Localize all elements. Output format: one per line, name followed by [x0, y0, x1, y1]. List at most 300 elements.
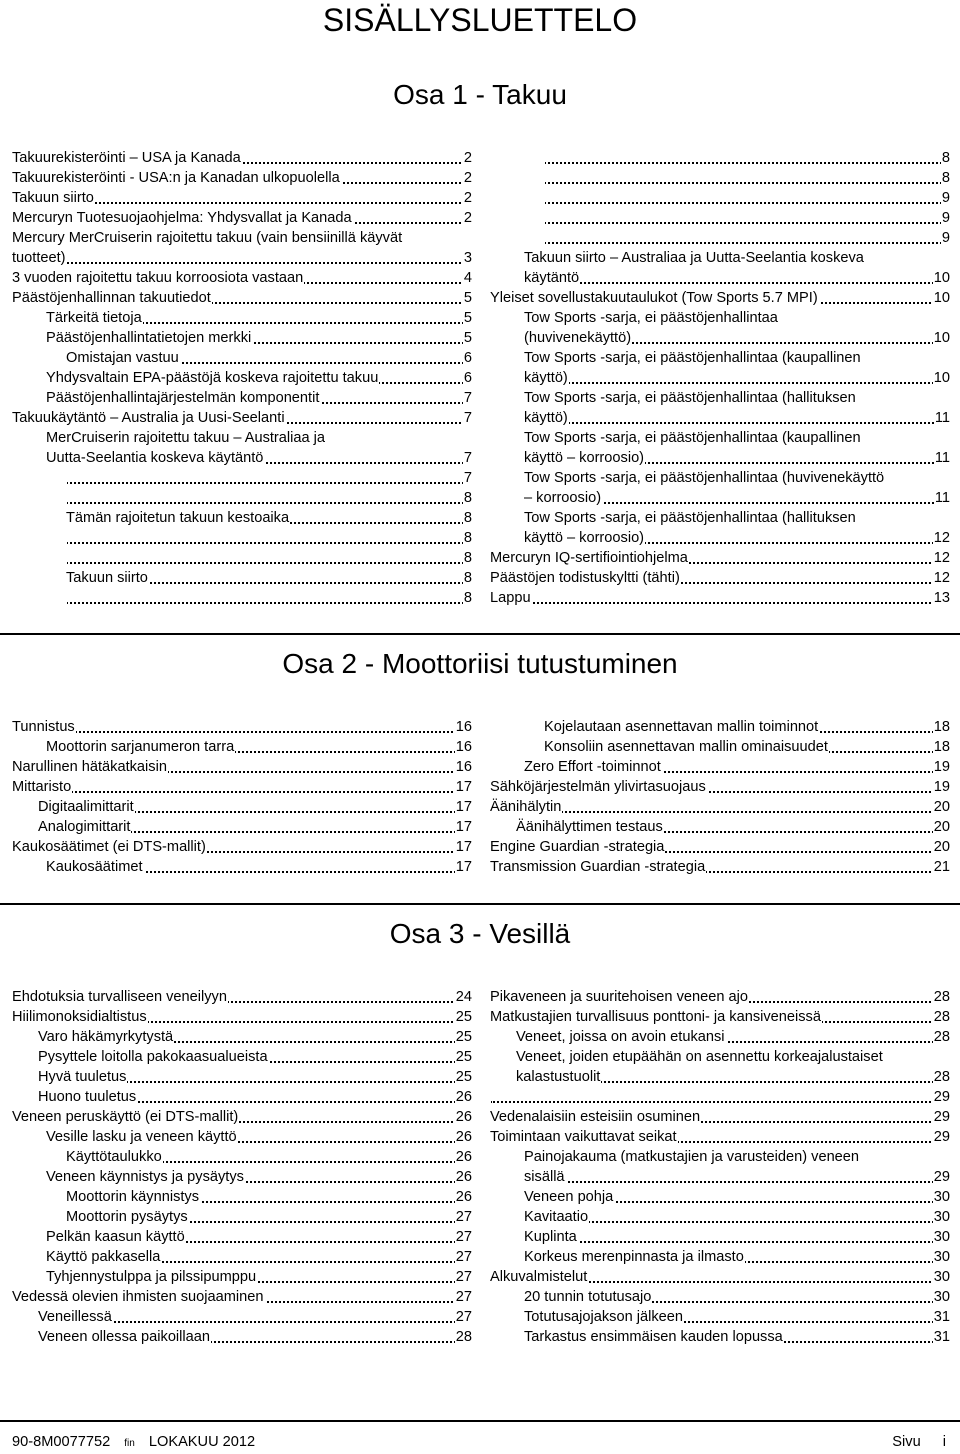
toc-entry-title: Veneillessä — [38, 1309, 112, 1325]
toc-entry-title: Pikaveneen ja suuritehoisen veneen ajo — [490, 989, 749, 1005]
toc-entry-title — [66, 490, 67, 506]
toc-entry-title: Takuun siirto — [12, 190, 94, 206]
toc-leader-dots — [66, 602, 472, 604]
toc-entry-title: Vedenalaisiin esteisiin osuminen — [490, 1109, 701, 1125]
toc-entry-title: Tow Sports -sarja, ei päästöjenhallintaa (kaupallinen — [524, 350, 861, 366]
toc-entry-title: Kojelautaan asennettavan mallin toiminnot — [544, 719, 819, 735]
toc-column-right — [490, 717, 950, 877]
toc-entry[interactable] — [12, 188, 472, 208]
toc-entry-page: 26 — [455, 1149, 472, 1165]
toc-entry-title — [544, 170, 545, 186]
toc-entry[interactable] — [12, 1327, 472, 1347]
toc-entry-page: 20 — [933, 799, 950, 815]
toc-entry-title: Matkustajien turvallisuus ponttoni- ja kansiveneissä — [490, 1009, 821, 1025]
toc-entry-title: Äänihälyttimen testaus — [516, 819, 663, 835]
section-title: Osa 2 - Moottoriisi tutustuminen — [282, 648, 678, 679]
toc-entry-page: 8 — [941, 170, 950, 186]
toc-entry-page: 16 — [455, 719, 472, 735]
toc-entry[interactable] — [490, 1187, 950, 1207]
toc-entry-page: 16 — [455, 759, 472, 775]
toc-entry-title: Engine Guardian -strategia — [490, 839, 665, 855]
toc-entry-page: 28 — [933, 1069, 950, 1085]
doc-date: LOKAKUU 2012 — [148, 1434, 256, 1450]
toc-entry[interactable] — [12, 987, 472, 1007]
toc-entry-page: 11 — [934, 450, 950, 466]
toc-entry-title: Takuun siirto — [66, 570, 148, 586]
toc-leader-dots — [66, 542, 472, 544]
toc-entry-title: Huono tuuletus — [38, 1089, 137, 1105]
toc-entry-page: 9 — [941, 210, 950, 226]
toc-entry[interactable] — [490, 488, 950, 508]
toc-entry-title: (huvivenekäyttö) — [524, 330, 632, 346]
toc-entry[interactable] — [12, 777, 472, 797]
toc-entry[interactable] — [490, 1067, 950, 1087]
page-number: i — [942, 1434, 946, 1450]
toc-entry-page: 20 — [933, 839, 950, 855]
toc-entry-title: Korkeus merenpinnasta ja ilmasto — [524, 1249, 744, 1265]
toc-entry-title — [544, 150, 545, 166]
toc-entry-title: Tunnistus — [12, 719, 75, 735]
toc-entry-page: 17 — [455, 839, 472, 855]
toc-entry[interactable] — [490, 1307, 950, 1327]
toc-entry-title: Yhdysvaltain EPA-päästöjä koskeva rajoitettu takuu — [46, 370, 379, 386]
toc-entry-page: 20 — [933, 819, 950, 835]
toc-entry-page: 29 — [933, 1109, 950, 1125]
toc-entry-title: MerCruiserin rajoitettu takuu – Australiaa ja — [46, 430, 326, 446]
toc-entry[interactable] — [490, 568, 950, 588]
toc-entry-page: 26 — [455, 1109, 472, 1125]
toc-entry-page: 7 — [463, 390, 472, 406]
toc-entry-title: Päästöjenhallintajärjestelmän komponentit — [46, 390, 320, 406]
toc-leader-dots — [524, 382, 950, 384]
toc-entry-title: Painojakauma (matkustajien ja varusteiden) veneen — [524, 1149, 860, 1165]
toc-entry[interactable] — [12, 348, 472, 368]
toc-entry[interactable] — [12, 1087, 472, 1107]
toc-entry[interactable] — [12, 1307, 472, 1327]
toc-entry-title: Kaukosäätimet (ei DTS-mallit) — [12, 839, 206, 855]
toc-entry[interactable] — [490, 228, 950, 248]
toc-entry-page: 28 — [933, 989, 950, 1005]
toc-entry-title: Takuurekisteröinti – USA ja Kanada — [12, 150, 241, 166]
toc-entry-title: Pysyttele loitolla pakokaasualueista — [38, 1049, 268, 1065]
toc-entry-page: 27 — [455, 1309, 472, 1325]
toc-entry[interactable] — [12, 468, 472, 488]
toc-entry[interactable] — [12, 817, 472, 837]
toc-entry-page: 7 — [463, 410, 472, 426]
toc-entry[interactable] — [490, 388, 950, 408]
toc-leader-dots — [524, 1241, 950, 1243]
toc-entry-page: 13 — [933, 590, 950, 606]
toc-entry-page: 26 — [455, 1189, 472, 1205]
toc-entry-page: 25 — [455, 1069, 472, 1085]
toc-entry-page: 12 — [933, 550, 950, 566]
toc-entry[interactable] — [12, 1287, 472, 1307]
toc-entry[interactable] — [12, 548, 472, 568]
toc-entry-page: 25 — [455, 1009, 472, 1025]
toc-entry[interactable] — [12, 797, 472, 817]
toc-entry-title: Mercury MerCruiserin rajoitettu takuu (vain bensiinillä käyvät — [12, 230, 403, 246]
toc-entry[interactable] — [490, 1087, 950, 1107]
toc-entry-page: 17 — [455, 819, 472, 835]
toc-entry-page: 28 — [933, 1029, 950, 1045]
toc-entry[interactable] — [490, 528, 950, 548]
toc-leader-dots — [490, 602, 950, 604]
toc-entry[interactable] — [490, 1007, 950, 1027]
toc-entry-page: 12 — [933, 570, 950, 586]
toc-entry-title: Konsoliin asennettavan mallin ominaisuudet — [544, 739, 828, 755]
toc-entry-page: 29 — [933, 1089, 950, 1105]
toc-entry[interactable] — [490, 1227, 950, 1247]
toc-entry-title: Veneen ollessa paikoillaan — [38, 1329, 211, 1345]
toc-entry[interactable] — [12, 1207, 472, 1227]
toc-entry-title: Takuurekisteröinti - USA:n ja Kanadan ulkopuolella — [12, 170, 340, 186]
toc-entry[interactable] — [12, 717, 472, 737]
toc-entry-page: 2 — [463, 150, 472, 166]
toc-entry-title: Lappu — [490, 590, 531, 606]
toc-entry-page: 8 — [463, 550, 472, 566]
toc-entry[interactable] — [12, 488, 472, 508]
toc-entry-title: Toimintaan vaikuttavat seikat — [490, 1129, 677, 1145]
toc-entry-page: 28 — [933, 1009, 950, 1025]
section-title: Osa 1 - Takuu — [393, 79, 567, 110]
toc-entry[interactable] — [12, 208, 472, 228]
toc-leader-dots — [544, 242, 950, 244]
toc-entry[interactable] — [12, 588, 472, 608]
toc-entry-title: Omistajan vastuu — [66, 350, 179, 366]
toc-entry[interactable] — [490, 368, 950, 388]
page-label: Sivu — [892, 1434, 921, 1450]
toc-leader-dots — [490, 1101, 950, 1103]
toc-entry[interactable] — [490, 1047, 950, 1067]
toc-entry-title: Veneen pohja — [524, 1189, 614, 1205]
toc-entry-page: 12 — [933, 530, 950, 546]
toc-entry-title: Totutusajojakson jälkeen — [524, 1309, 684, 1325]
toc-entry[interactable] — [490, 717, 950, 737]
toc-entry-title: Zero Effort -toiminnot — [524, 759, 661, 775]
toc-entry[interactable] — [490, 1327, 950, 1347]
toc-entry-page: 30 — [933, 1269, 950, 1285]
toc-entry-page: 21 — [933, 859, 950, 875]
toc-entry[interactable] — [12, 857, 472, 877]
toc-entry[interactable] — [12, 837, 472, 857]
toc-entry-title: käyttö) — [524, 370, 568, 386]
toc-entry[interactable] — [12, 328, 472, 348]
toc-entry-page: 30 — [933, 1249, 950, 1265]
section-divider — [0, 903, 960, 905]
toc-entry[interactable] — [12, 368, 472, 388]
toc-entry-page: 10 — [933, 290, 950, 306]
toc-entry[interactable] — [12, 1247, 472, 1267]
footer-divider — [0, 1420, 960, 1422]
toc-leader-dots — [524, 1181, 950, 1183]
toc-entry-title: Tow Sports -sarja, ei päästöjenhallintaa (hallituksen — [524, 390, 856, 406]
toc-entry-page: 2 — [463, 170, 472, 186]
toc-entry-page: 27 — [455, 1209, 472, 1225]
toc-column-right — [490, 987, 950, 1347]
toc-entry[interactable] — [490, 508, 950, 528]
toc-entry[interactable] — [12, 1047, 472, 1067]
toc-entry[interactable] — [12, 1107, 472, 1127]
toc-entry[interactable] — [490, 168, 950, 188]
toc-entry-page: 4 — [463, 270, 472, 286]
toc-entry-page: 17 — [455, 859, 472, 875]
toc-entry[interactable] — [490, 208, 950, 228]
toc-entry-page: 3 — [463, 250, 472, 266]
toc-entry[interactable] — [12, 1167, 472, 1187]
toc-leader-dots — [66, 502, 472, 504]
toc-entry-page: 17 — [455, 799, 472, 815]
toc-entry-title: Tämän rajoitetun takuun kestoaika — [66, 510, 290, 526]
toc-entry-title: Yleiset sovellustakuutaulukot (Tow Sports 5.7 MPI) — [490, 290, 818, 306]
toc-entry[interactable] — [12, 1147, 472, 1167]
toc-entry[interactable] — [490, 777, 950, 797]
toc-entry-page: 17 — [455, 779, 472, 795]
toc-column-left — [12, 987, 472, 1347]
toc-entry[interactable] — [490, 757, 950, 777]
page-title: SISÄLLYSLUETTELO — [322, 2, 638, 38]
toc-entry-page: 11 — [934, 490, 950, 506]
toc-entry[interactable] — [12, 1007, 472, 1027]
toc-column-left — [12, 148, 472, 608]
toc-entry[interactable] — [12, 428, 472, 448]
toc-entry[interactable] — [490, 1147, 950, 1167]
toc-entry-page: 10 — [933, 270, 950, 286]
toc-entry-page: 8 — [941, 150, 950, 166]
toc-leader-dots — [66, 562, 472, 564]
toc-entry[interactable] — [490, 1027, 950, 1047]
toc-entry-title — [66, 550, 67, 566]
toc-entry-page: 26 — [455, 1169, 472, 1185]
toc-leader-dots — [544, 182, 950, 184]
toc-entry-title: Takuukäytäntö – Australia ja Uusi-Seelanti — [12, 410, 285, 426]
toc-entry[interactable] — [490, 1247, 950, 1267]
toc-leader-dots — [12, 262, 472, 264]
toc-leader-dots — [544, 202, 950, 204]
toc-entry-title: 3 vuoden rajoitettu takuu korroosiota vastaan — [12, 270, 304, 286]
toc-entry-page: 29 — [933, 1129, 950, 1145]
toc-entry[interactable] — [490, 817, 950, 837]
toc-entry[interactable] — [490, 348, 950, 368]
toc-entry[interactable] — [490, 148, 950, 168]
toc-entry-title: Uutta-Seelantia koskeva käytäntö — [46, 450, 264, 466]
toc-entry[interactable] — [490, 468, 950, 488]
toc-entry[interactable] — [490, 797, 950, 817]
toc-entry-title: Käyttö pakkasella — [46, 1249, 161, 1265]
toc-entry-page: 18 — [933, 719, 950, 735]
toc-entry-title: tuotteet) — [12, 250, 66, 266]
toc-entry-page: 2 — [463, 210, 472, 226]
toc-entry[interactable] — [12, 1067, 472, 1087]
toc-entry[interactable] — [490, 288, 950, 308]
toc-entry-title: Päästöjen todistuskyltti (tähti) — [490, 570, 680, 586]
toc-entry[interactable] — [12, 737, 472, 757]
toc-entry-title: Digitaalimittarit — [38, 799, 134, 815]
toc-entry[interactable] — [490, 1207, 950, 1227]
toc-entry[interactable] — [12, 228, 472, 248]
toc-entry-page: 27 — [455, 1229, 472, 1245]
toc-entry[interactable] — [12, 448, 472, 468]
toc-leader-dots — [12, 791, 472, 793]
toc-entry-page: 5 — [463, 310, 472, 326]
toc-leader-dots — [12, 731, 472, 733]
toc-entry-title: Moottorin pysäytys — [66, 1209, 188, 1225]
toc-entry[interactable] — [490, 737, 950, 757]
toc-entry-title: Kuplinta — [524, 1229, 577, 1245]
toc-entry[interactable] — [490, 448, 950, 468]
toc-entry[interactable] — [490, 188, 950, 208]
toc-entry-title: 20 tunnin totutusajo — [524, 1289, 652, 1305]
toc-entry-page: 5 — [463, 290, 472, 306]
toc-entry-page: 9 — [941, 230, 950, 246]
toc-entry-title: Tyhjennystulppa ja pilssipumppu — [46, 1269, 257, 1285]
toc-entry[interactable] — [12, 1187, 472, 1207]
toc-entry-page: 31 — [933, 1309, 950, 1325]
toc-leader-dots — [524, 282, 950, 284]
toc-entry[interactable] — [490, 548, 950, 568]
toc-entry-title: Tow Sports -sarja, ei päästöjenhallintaa (kaupallinen — [524, 430, 861, 446]
toc-entry-title: Tow Sports -sarja, ei päästöjenhallintaa (hallituksen — [524, 510, 856, 526]
toc-entry-title: Sähköjärjestelmän ylivirtasuojaus — [490, 779, 706, 795]
toc-entry-title: käyttö) — [524, 410, 568, 426]
toc-entry-title — [544, 210, 545, 226]
toc-entry[interactable] — [490, 1127, 950, 1147]
toc-entry-page: 8 — [463, 590, 472, 606]
toc-entry-page: 16 — [455, 739, 472, 755]
toc-entry-page: 27 — [455, 1269, 472, 1285]
toc-entry-title: Päästöjenhallinnan takuutiedot — [12, 290, 211, 306]
toc-entry-title: Veneen peruskäyttö (ei DTS-mallit) — [12, 1109, 239, 1125]
toc-entry[interactable] — [490, 328, 950, 348]
toc-entry[interactable] — [12, 508, 472, 528]
toc-entry[interactable] — [12, 248, 472, 268]
toc-entry-page: 25 — [455, 1049, 472, 1065]
toc-leader-dots — [544, 162, 950, 164]
toc-entry-page: 19 — [933, 759, 950, 775]
toc-entry[interactable] — [12, 148, 472, 168]
toc-entry-page: 10 — [933, 330, 950, 346]
toc-entry-page: 30 — [933, 1289, 950, 1305]
toc-entry-title: Varo häkämyrkytystä — [38, 1029, 174, 1045]
toc-entry[interactable] — [490, 837, 950, 857]
toc-entry[interactable] — [12, 1227, 472, 1247]
toc-entry[interactable] — [490, 1167, 950, 1187]
toc-entry-title: käyttö – korroosio) — [524, 530, 645, 546]
toc-entry-page: 18 — [933, 739, 950, 755]
toc-column-right — [490, 148, 950, 608]
toc-entry-title: Vesille lasku ja veneen käyttö — [46, 1129, 237, 1145]
toc-entry-page: 11 — [934, 410, 950, 426]
toc-leader-dots — [544, 222, 950, 224]
toc-entry[interactable] — [12, 408, 472, 428]
toc-entry-title: Käyttötaulukko — [66, 1149, 162, 1165]
toc-leader-dots — [524, 422, 950, 424]
section-on-water — [0, 917, 960, 1345]
toc-entry-page: 28 — [455, 1329, 472, 1345]
section-warranty — [0, 78, 960, 606]
toc-entry-page: 8 — [463, 570, 472, 586]
toc-entry-title: – korroosio) — [524, 490, 602, 506]
toc-entry-page: 30 — [933, 1209, 950, 1225]
toc-entry[interactable] — [490, 248, 950, 268]
toc-entry-title: Veneen käynnistys ja pysäytys — [46, 1169, 244, 1185]
toc-entry[interactable] — [12, 757, 472, 777]
toc-entry-page: 29 — [933, 1169, 950, 1185]
toc-entry-title: Mittaristo — [12, 779, 72, 795]
section-divider — [0, 633, 960, 635]
toc-entry[interactable] — [490, 268, 950, 288]
toc-entry[interactable] — [490, 857, 950, 877]
toc-entry[interactable] — [12, 288, 472, 308]
toc-entry-title: käytäntö — [524, 270, 580, 286]
toc-entry-title — [544, 190, 545, 206]
toc-entry[interactable] — [12, 388, 472, 408]
toc-entry-title: Tow Sports -sarja, ei päästöjenhallintaa (huvivenekäyttö — [524, 470, 885, 486]
toc-entry-title: Takuun siirto – Australiaa ja Uutta-Seelantia koskeva — [524, 250, 864, 266]
toc-entry[interactable] — [490, 588, 950, 608]
toc-entry[interactable] — [490, 408, 950, 428]
section-title: Osa 3 - Vesillä — [389, 918, 571, 949]
toc-entry[interactable] — [12, 528, 472, 548]
toc-entry[interactable] — [12, 568, 472, 588]
toc-entry-page: 9 — [941, 190, 950, 206]
toc-entry[interactable] — [490, 1267, 950, 1287]
toc-entry-title: Alkuvalmistelut — [490, 1269, 588, 1285]
toc-entry-page: 5 — [463, 330, 472, 346]
toc-entry-page: 26 — [455, 1089, 472, 1105]
toc-entry-title — [66, 470, 67, 486]
toc-entry[interactable] — [490, 1287, 950, 1307]
toc-entry[interactable] — [490, 1107, 950, 1127]
toc-entry-title: Veneet, joiden etupäähän on asennettu korkeajalustaiset — [516, 1049, 883, 1065]
toc-entry[interactable] — [12, 168, 472, 188]
toc-entry-title: Mercuryn Tuotesuojaohjelma: Yhdysvallat ja Kanada — [12, 210, 352, 226]
toc-entry-title: Vedessä olevien ihmisten suojaaminen — [12, 1289, 264, 1305]
toc-entry-title — [490, 1089, 491, 1105]
section-engine — [0, 647, 960, 875]
toc-entry-title: Tow Sports -sarja, ei päästöjenhallintaa — [524, 310, 778, 326]
toc-entry-title: Kavitaatio — [524, 1209, 589, 1225]
toc-entry[interactable] — [12, 268, 472, 288]
toc-entry[interactable] — [490, 428, 950, 448]
toc-entry-title: Kaukosäätimet — [46, 859, 143, 875]
toc-entry-page: 8 — [463, 510, 472, 526]
toc-entry-title: Veneet, joissa on avoin etukansi — [516, 1029, 725, 1045]
doc-language: fin — [124, 1438, 135, 1449]
toc-entry[interactable] — [12, 1127, 472, 1147]
toc-entry-title: Moottorin sarjanumeron tarra — [46, 739, 235, 755]
toc-entry-title: Päästöjenhallintatietojen merkki — [46, 330, 252, 346]
toc-entry-page: 24 — [455, 989, 472, 1005]
toc-entry-page: 6 — [463, 370, 472, 386]
toc-entry[interactable] — [12, 308, 472, 328]
toc-entry-title — [544, 230, 545, 246]
toc-entry-page: 26 — [455, 1129, 472, 1145]
toc-entry-page: 30 — [933, 1229, 950, 1245]
toc-entry-title: Pelkän kaasun käyttö — [46, 1229, 185, 1245]
toc-entry-page: 2 — [463, 190, 472, 206]
toc-entry-title: Hyvä tuuletus — [38, 1069, 127, 1085]
toc-entry[interactable] — [490, 308, 950, 328]
toc-entry[interactable] — [12, 1027, 472, 1047]
doc-number: 90-8M0077752 — [12, 1434, 111, 1450]
toc-entry-page: 8 — [463, 490, 472, 506]
toc-entry[interactable] — [12, 1267, 472, 1287]
toc-entry[interactable] — [490, 987, 950, 1007]
toc-entry-title: Äänihälytin — [490, 799, 562, 815]
toc-leader-dots — [66, 482, 472, 484]
toc-entry-title: Tärkeitä tietoja — [46, 310, 142, 326]
toc-entry-title: Moottorin käynnistys — [66, 1189, 200, 1205]
